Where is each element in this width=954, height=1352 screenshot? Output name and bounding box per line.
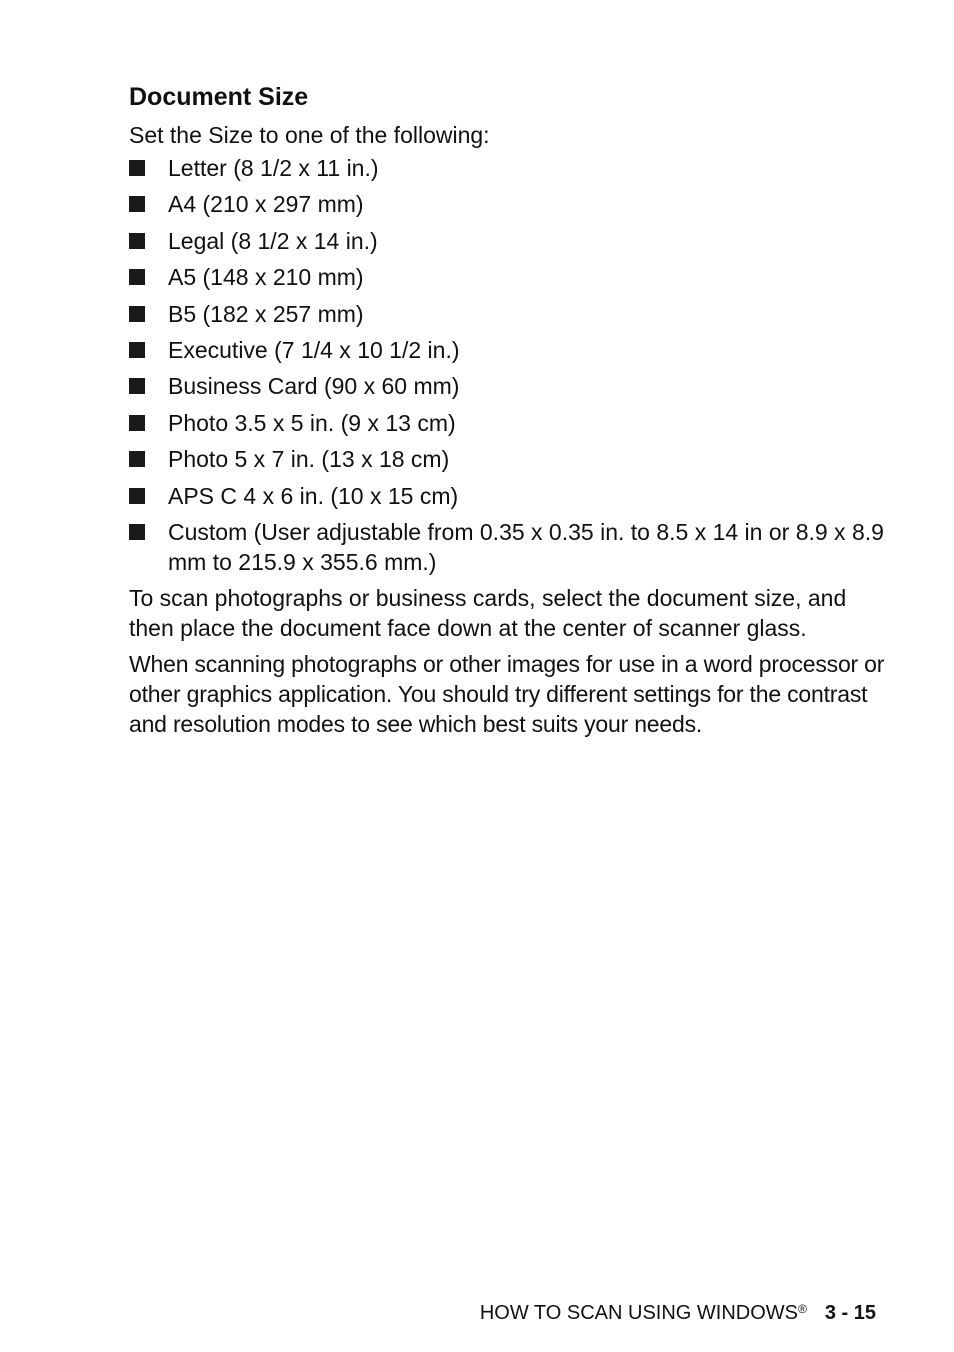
square-bullet-icon [129, 415, 145, 431]
page-footer [480, 1300, 876, 1326]
trademark-symbol: ® [798, 1302, 807, 1316]
list-item [129, 189, 889, 219]
square-bullet-icon [129, 233, 145, 249]
square-bullet-icon [129, 488, 145, 504]
page-content [129, 80, 889, 745]
body-paragraph: To scan photographs or business cards, select the document size, and then place the document face down at the center of scanner glass. [129, 585, 847, 642]
list-item [129, 335, 889, 365]
list-item [129, 226, 889, 256]
square-bullet-icon [129, 196, 145, 212]
list-item [129, 408, 889, 438]
body-paragraph: When scanning photographs or other images for use in a word processor or other graphics application. You should try different settings for the contrast and resolution modes to see which best suits your needs. [129, 651, 885, 738]
square-bullet-icon [129, 342, 145, 358]
list-item-text: A4 (210 x 297 mm) [168, 191, 364, 218]
list-item [129, 153, 889, 183]
section-heading: Document Size [129, 83, 309, 111]
square-bullet-icon [129, 269, 145, 285]
document-size-list [129, 153, 889, 577]
square-bullet-icon [129, 524, 145, 540]
list-item [129, 371, 889, 401]
list-item-text: Executive (7 1/4 x 10 1/2 in.) [168, 336, 460, 363]
list-item-text: Custom (User adjustable from 0.35 x 0.35 in. to 8.5 x 14 in or 8.9 x 8.9 mm to 215.9 x 355.6 mm.) [168, 518, 884, 575]
square-bullet-icon [129, 451, 145, 467]
square-bullet-icon [129, 378, 145, 394]
list-item [129, 444, 889, 474]
list-item-text: Legal (8 1/2 x 14 in.) [168, 227, 378, 254]
list-item-text: B5 (182 x 257 mm) [168, 300, 364, 327]
list-item-text: APS C 4 x 6 in. (10 x 15 cm) [168, 482, 459, 509]
list-item [129, 517, 889, 577]
footer-chapter-title: HOW TO SCAN USING WINDOWS [479, 1302, 798, 1324]
square-bullet-icon [129, 306, 145, 322]
list-item [129, 299, 889, 329]
list-item [129, 262, 889, 292]
list-item-text: Photo 5 x 7 in. (13 x 18 cm) [168, 446, 450, 473]
list-item [129, 481, 889, 511]
intro-text: Set the Size to one of the following: [129, 122, 490, 148]
list-item-text: Letter (8 1/2 x 11 in.) [168, 155, 379, 181]
square-bullet-icon [129, 160, 145, 176]
list-item-text: A5 (148 x 210 mm) [168, 264, 364, 291]
list-item-text: Business Card (90 x 60 mm) [168, 373, 460, 400]
page-number: 3 - 15 [824, 1302, 876, 1324]
list-item-text: Photo 3.5 x 5 in. (9 x 13 cm) [168, 409, 456, 436]
